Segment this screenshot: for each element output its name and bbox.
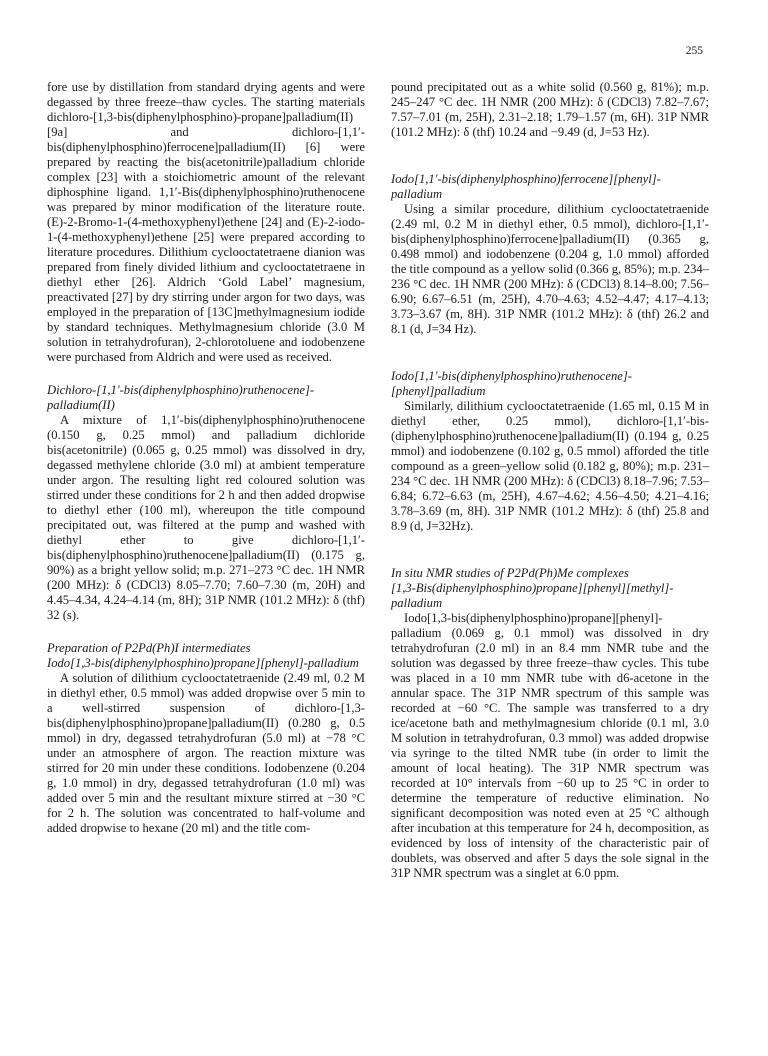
paragraph: Iodo[1,3-bis(diphenylphosphino)propane][phenyl]-palladium (0.069 g, 0.1 mmol) was dissolved in dry tetrahydrofuran (2.0 ml) in an 8.4 mm NMR tube and the solution was degassed by three freeze–thaw cycles. This tube was placed in a 10 mm NMR tube with d6-acetone in the annular space. The 31P NMR spectrum of this sample was recorded at −60 °C. The sample was transferred to a dry ice/acetone bath and methylmagnesium chloride (0.1 ml, 3.0 M solution in tetrahydrofuran, 0.3 mmol) was added dropwise via syringe to the tilted NMR tube (in order to limit the amount of local heating). The 31P NMR spectrum was recorded at 10° intervals from −60 up to 25 °C in order to determine the temperature of reductive elimination. No significant decomposition was noted even at 25 °C although after incubation at this temperature for 24 h, decomposition, as evidenced by loss of intensity of the characteristic pair of doublets, was observed and after 5 days the sole signal in the 31P NMR spectrum was a singlet at 6.0 ppm. (391, 611, 709, 880)
section-heading: Preparation of P2Pd(Ph)I intermediates (47, 641, 251, 655)
subsection-heading: Iodo[1,3-bis(diphenylphosphino)propane][phenyl]-palladium (47, 656, 359, 670)
section-heading: Dichloro-[1,1′-bis(diphenylphosphino)ruthenocene]-palladium(II) (47, 383, 315, 412)
page-number: 255 (685, 45, 703, 57)
paragraph: Similarly, dilithium cyclooctatetraenide (1.65 ml, 0.15 M in diethyl ether, 0.25 mmol), dichloro-[1,1′-bis-(diphenylphosphino)ruthenocene]palladium(II) (0.194 g, 0.25 mmol) and iodobenzene (0.102 g, 0.5 mmol) afforded the title compound as a green–yellow solid (0.182 g, 80%); m.p. 231–234 °C dec. 1H NMR (200 MHz): δ (CDCl3) 8.18–7.96; 7.53–6.84; 6.72–6.63 (m, 25H), 4.67–4.62; 4.56–4.50; 4.21–4.16; 3.78–3.69 (m, 8H). 31P NMR (101.2 MHz): δ (thf) 25.8 and 8.9 (d, J=32Hz). (391, 399, 709, 533)
section-gap (47, 623, 365, 641)
paragraph: Using a similar procedure, dilithium cyclooctatetraenide (2.49 ml, 0.2 M in diethyl ether, 0.5 mmol), dichloro-[1,1′-bis(diphenylphosphino)ferrocene]palladium(II) (0.365 g, 0.498 mmol) and iodobenzene (0.204 g, 1.0 mmol) afforded the title compound as a yellow solid (0.366 g, 85%); m.p. 234–236 °C dec. 1H NMR (200 MHz): δ (CDCl3) 8.14–8.00; 7.56–6.90; 6.67–6.51 (m, 25H), 4.70–4.63; 4.52–4.47; 4.17–4.13; 3.73–3.67 (m, 8H). 31P NMR (101.2 MHz): δ (thf) 26.2 and 8.1 (d, J=34 Hz). (391, 202, 709, 336)
paragraph: pound precipitated out as a white solid (0.560 g, 81%); m.p. 245–247 °C dec. 1H NMR (200 MHz): δ (CDCl3) 7.82–7.67; 7.57–7.01 (m, 25H), 2.31–2.18; 1.79–1.57 (m, 6H). 31P NMR (101.2 MHz): δ (thf) 10.24 and −9.49 (d, J=53 Hz). (391, 80, 709, 139)
section-heading: Iodo[1,1′-bis(diphenylphosphino)ferrocene][phenyl]-palladium (391, 172, 661, 201)
paragraph: A solution of dilithium cyclooctatetraenide (2.49 ml, 0.2 M in diethyl ether, 0.5 mmol) was added dropwise over 5 min to a well-stirred suspension of dichloro-[1,3-bis(diphenylphosphino)propane]palladium(II) (0.280 g, 0.5 mmol) in dry, degassed tetrahydrofuran (5.0 ml) at −78 °C under an atmosphere of argon. The reaction mixture was stirred for 20 min under these conditions. Iodobenzene (0.204 g, 1.0 mmol) in dry, degassed tetrahydrofuran (1.0 ml) was added over 5 min and the resultant mixture stirred at −30 °C for 2 h. The solution was concentrated to half-volume and added dropwise to hexane (20 ml) and the title com- (47, 671, 365, 835)
paragraph: A mixture of 1,1′-bis(diphenylphosphino)ruthenocene (0.150 g, 0.25 mmol) and palladium dichloride bis(acetonitrile) (0.065 g, 0.25 mmol) was dissolved in dry, degassed methylene chloride (3.0 ml) at ambient temperature under argon. The resulting light red coloured solution was stirred under these conditions for 2 h and then added dropwise to diethyl ether (100 ml), whereupon the title compound precipitated out, was filtered at the pump and washed with diethyl ether to give dichloro-[1,1′-bis(diphenylphosphino)ruthenocene]palladium(II) (0.175 g, 90%) as a bright yellow solid; m.p. 271–273 °C dec. 1H NMR (200 MHz): δ (CDCl3) 8.05–7.70; 7.60–7.30 (m, 20H) and 4.45–4.34, 4.24–4.14 (m, 8H); 31P NMR (101.2 MHz): δ (thf) 32 (s). (47, 413, 365, 622)
left-column (47, 80, 365, 836)
section-gap (391, 337, 709, 369)
paragraph: fore use by distillation from standard drying agents and were degassed by three freeze–thaw cycles. The starting materials dichloro-[1,3-bis(diphenylphosphino)-propane]palladium(II) [9a] and dichloro-[1,1′-bis(diphenylphosphino)ferrocene]palladium(II) [6] were prepared by reacting the bis(acetonitrile)palladium chloride complex [23] with a stoichiometric amount of the relevant diphosphine ligand. 1,1′-Bis(diphenylphosphino)ruthenocene was prepared by minor modification of the literature route. (E)-2-Bromo-1-(4-methoxyphenyl)ethene [24] and (E)-2-iodo-1-(4-methoxyphenyl)ethene [25] were prepared according to literature procedures. Dilithium cyclooctatetraene dianion was prepared from finely divided lithium and cyclooctatetraene in diethyl ether [26]. Aldrich ‘Gold Label’ magnesium, preactivated [27] by dry stirring under argon for two days, was employed in the preparation of [13C]methylmagnesium iodide by standard techniques. Methylmagnesium chloride (3.0 M solution in tetrahydrofuran), 2-chlorotoluene and iodobenzene were purchased from Aldrich and were used as received. (47, 80, 365, 364)
section-heading: Iodo[1,1′-bis(diphenylphosphino)ruthenocene]-[phenyl]palladium (391, 369, 632, 398)
section-gap (47, 365, 365, 383)
section-gap (391, 534, 709, 566)
section-gap (391, 140, 709, 172)
section-heading: In situ NMR studies of P2Pd(Ph)Me complexes (391, 566, 629, 580)
subsection-heading: [1,3-Bis(diphenylphosphino)propane][phenyl][methyl]-palladium (391, 581, 674, 610)
right-column (391, 80, 709, 881)
